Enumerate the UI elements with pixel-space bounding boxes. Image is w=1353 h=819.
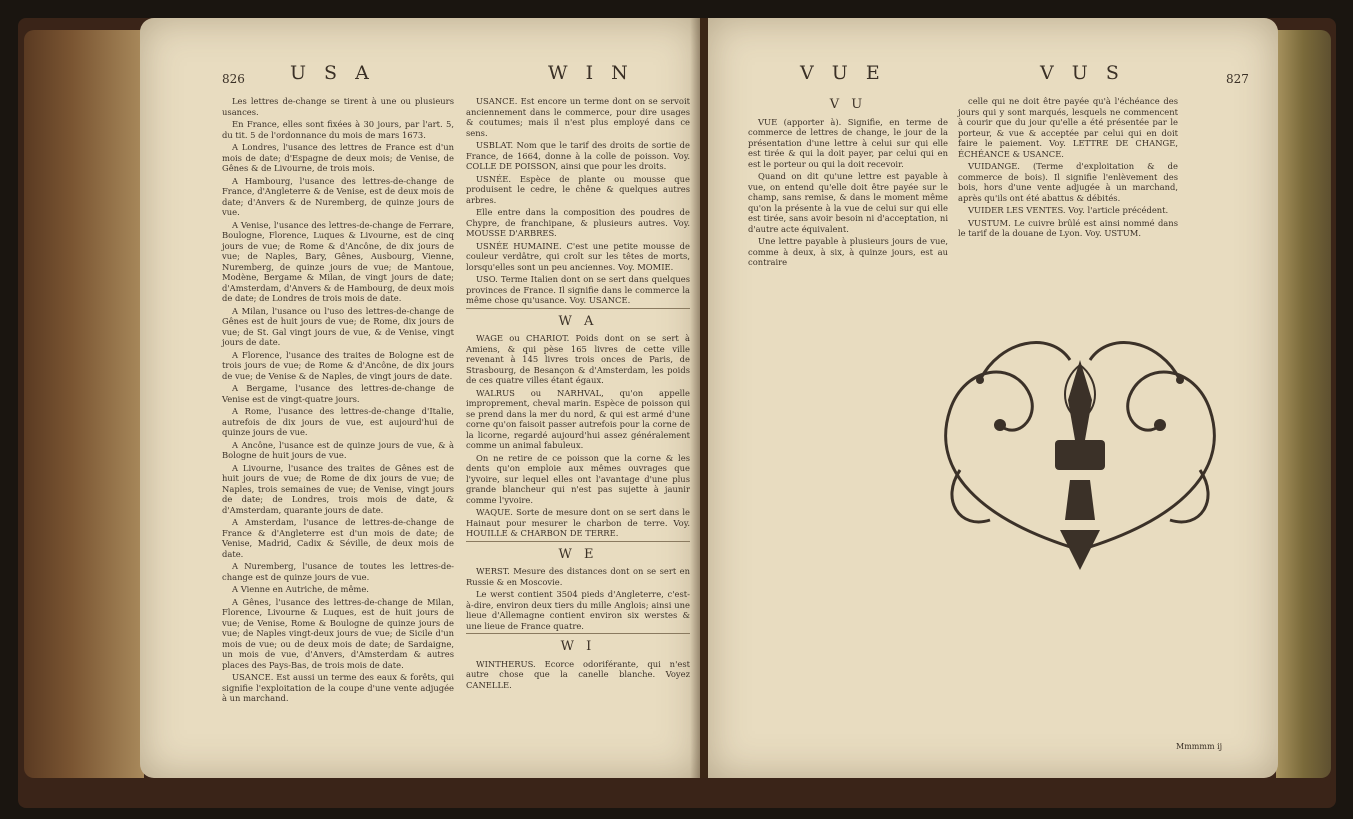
paragraph: A Amsterdam, l'usance de lettres-de-change de France & d'Angleterre est d'un mois de date; de Venise, Madrid, Cadix & Séville, de deux mois de date.: [222, 517, 454, 559]
paragraph: A Rome, l'usance des lettres-de-change d'Italie, autrefois de dix jours de vue, est aujourd'hui de quinze jours de vue.: [222, 406, 454, 437]
right-col1-header: V U E: [800, 62, 886, 84]
paragraph: VUSTUM. Le cuivre brûlé est ainsi nommé dans le tarif de la douane de Lyon. Voy. USTUM.: [958, 217, 1178, 238]
left-page-edges: [24, 30, 144, 778]
divider: [466, 541, 690, 542]
left-col2-wi-entries: [466, 659, 690, 691]
paragraph: A Livourne, l'usance des traites de Gênes est de huit jours de vue; de Rome de dix jours de vue; de Naples, trois semaines de vue; de Venise, vingt jours de date; de Londres, trois mois de date, & d'Amsterdam, quarante jours de date.: [222, 462, 454, 515]
section-heading-we: W E: [558, 546, 598, 562]
paragraph: A Vienne en Autriche, de même.: [232, 584, 369, 594]
right-page-number: 827: [1226, 72, 1249, 86]
paragraph: A Venise, l'usance des lettres-de-change de Ferrare, Boulogne, Florence, Luques & Livourne, est de cinq jours de vue; de Rome & d'Ancône, de dix jours de vue; de Naples, Bary, Gênes, Ausbourg, Vienne, Nuremberg, de quinze jours de vue; de Mantoue, Modène, Bergame & Milan, de vingt jours de date; d'Amsterdam, d'Anvers & de Hambourg, de deux mois de date; de Londres de trois mois de date.: [222, 219, 454, 303]
paragraph: USANCE. Est encore un terme dont on se servoit anciennement dans le commerce, pour dire usages & coutumes; mais il n'est plus employé dans ce sens.: [466, 96, 690, 138]
paragraph: USNÉE. Espèce de plante ou mousse que produisent le cedre, le chêne & quelques autres arbres.: [466, 173, 690, 205]
section-heading-vu: V U: [829, 97, 867, 112]
paragraph: celle qui ne doit être payée qu'à l'échéance des jours qui y sont marqués, lesquels ne commencent à courir que du jour qu'elle a été présentée par le porteur, & vue & acceptée par celui qui en doit faire le paiement. Voy. LETTRE DE CHANGE, ÉCHÉANCE & USANCE.: [958, 96, 1178, 159]
right-col1-entries: [748, 117, 948, 268]
paragraph: WAQUE. Sorte de mesure dont on se sert dans le Hainaut pour mesurer le charbon de terre. Voy. HOUILLE & CHARBON DE TERRE.: [466, 507, 690, 538]
paragraph: A Nuremberg, l'usance de toutes les lettres-de-change est de quinze jours de vue.: [222, 561, 454, 582]
left-col2-top-entries: [466, 96, 690, 306]
paragraph: WINTHERUS. Ecorce odoriférante, qui n'est autre chose que la canelle blanche. Voyez CANELLE.: [466, 658, 690, 690]
section-heading-wi: W I: [560, 639, 596, 654]
paragraph: VUIDANGE. (Terme d'exploitation & de commerce de bois). Il signifie l'enlèvement des bois, hors d'une vente adjugée à un marchand, après qu'ils ont été abattus & débités.: [958, 161, 1178, 203]
paragraph: A Gênes, l'usance des lettres-de-change de Milan, Florence, Livourne & Luques, est de huit jours de vue; de Venise, Rome & Boulogne de quinze jours de vue; de Naples vingt-deux jours de vue; de Sicile d'un mois de vue; ou de deux mois de date; de Sardaigne, un mois de vue, d'Anvers, d'Amsterdam & autres places des Pays-Bas, de trois mois de date.: [222, 596, 454, 670]
paragraph: A Hambourg, l'usance des lettres-de-change de France, d'Angleterre & de Venise, est de deux mois de date; d'Anvers & de Nuremberg, de quinze jours de vue.: [222, 175, 454, 217]
right-column-1: [748, 97, 948, 270]
paragraph: A Florence, l'usance des traites de Bologne est de trois jours de vue; de Rome & d'Ancône, de dix jours de vue; de Venise & de Naples, de vingt jours de date.: [222, 349, 454, 381]
left-column-1: [222, 96, 454, 706]
paragraph: Les lettres de-change se tirent à une ou plusieurs usances.: [222, 96, 454, 117]
section-heading-wa: W A: [558, 313, 598, 329]
paragraph: Une lettre payable à plusieurs jours de vue, comme à deux, à six, à quinze jours, est au contraire: [748, 236, 948, 267]
paragraph: On ne retire de ce poisson que la corne & les dents qu'on emploie aux mêmes ouvrages que l'yvoire, sur lequel elles ont l'avantage d'une plus grande blancheur qui n'est pas sujette à jaunir comme l'yvoire.: [466, 452, 690, 505]
paragraph: A Londres, l'usance des lettres de France est d'un mois de date; d'Espagne de deux mois; de Venise, de Gênes & de Livourne, de trois mois.: [222, 142, 454, 173]
left-col2-header: W I N: [548, 62, 634, 84]
right-column-2: [958, 96, 1178, 241]
paragraph: USNÉE HUMAINE. C'est une petite mousse de couleur verdâtre, qui croît sur les têtes de morts, lorsqu'elles sont un peu anciennes. Voy. MOMIE.: [466, 240, 690, 272]
divider: [466, 633, 690, 634]
left-column-2: [466, 96, 690, 692]
right-page-edges: [1276, 30, 1331, 778]
paragraph: A Bergame, l'usance des lettres-de-change de Venise est de vingt-quatre jours.: [222, 383, 454, 404]
right-col2-header: V U S: [1040, 62, 1125, 84]
paragraph: WALRUS ou NARHVAL, qu'on appelle improprement, cheval marin. Espèce de poisson qui se prend dans la mer du nord, & qui est armé d'une corne qu'on faisoit passer autrefois pour la corne de la licorne, regardé aujourd'hui assez généralement comme un animal fabuleux.: [466, 387, 690, 450]
paragraph: USO. Terme Italien dont on se sert dans quelques provinces de France. Il signifie dans le commerce la même chose qu'usance. Voy. USANCE.: [466, 274, 690, 305]
paragraph: En France, elles sont fixées à 30 jours, par l'art. 5, du tit. 5 de l'ordonnance du mois de mars 1673.: [222, 119, 454, 140]
paragraph: WERST. Mesure des distances dont on se sert en Russie & en Moscovie.: [466, 566, 690, 587]
paragraph: Le werst contient 3504 pieds d'Angleterre, c'est-à-dire, environ deux tiers du mille Anglois; ainsi une lieue d'Allemagne contient environ six werstes & une lieue de France quatre.: [466, 589, 690, 631]
paragraph: WAGE ou CHARIOT. Poids dont on se sert à Amiens, & qui pèse 165 livres de cette ville revenant à 145 livres trois onces de Paris, de Strasbourg, de Besançon & d'Amsterdam, les poids de ces quatre villes étant égaux.: [466, 333, 690, 385]
paragraph: USANCE. Est aussi un terme des eaux & forêts, qui signifie l'exploitation de la coupe d'une vente adjugée à un marchand.: [222, 672, 454, 703]
divider: [466, 308, 690, 309]
paragraph: USBLAT. Nom que le tarif des droits de sortie de France, de 1664, donne à la colle de poisson. Voy. COLLE DE POISSON, ainsi que pour les droits.: [466, 140, 690, 171]
paragraph: A Milan, l'usance ou l'uso des lettres-de-change de Gênes est de huit jours de vue; de Rome, dix jours de vue; de St. Gal vingt jours de vue, & de Venise, vingt jours de date.: [222, 305, 454, 347]
paragraph: VUE (apporter à). Signifie, en terme de commerce de lettres de change, le jour de la présentation d'une lettre à celui sur qui elle est tirée & qui la doit payer, par celui qui en est le porteur ou qui la doit recevoir.: [748, 116, 948, 169]
decorative-fleuron-ornament: [920, 320, 1240, 575]
paragraph: VUIDER LES VENTES. Voy. l'article précédent.: [968, 205, 1169, 215]
signature-mark: Mmmmm ij: [1176, 742, 1223, 751]
left-col2-wa-entries: [466, 333, 690, 539]
left-col1-header: U S A: [290, 62, 375, 84]
paragraph: Quand on dit qu'une lettre est payable à vue, on entend qu'elle doit être payée sur le champ, sans remise, & dans le moment même qu'on la présente à la vue de celui sur qui elle est tirée, sans avoir besoin ni d'acceptation, ni d'autre acte équivalent.: [748, 171, 948, 234]
paragraph: A Ancône, l'usance est de quinze jours de vue, & à Bologne de huit jours de vue.: [222, 439, 454, 460]
left-col2-we-entries: [466, 566, 690, 631]
paragraph: Elle entre dans la composition des poudres de Chypre, de franchipane, & plusieurs autres. Voy. MOUSSE D'ARBRES.: [466, 207, 690, 238]
left-page-number: 826: [222, 72, 245, 86]
